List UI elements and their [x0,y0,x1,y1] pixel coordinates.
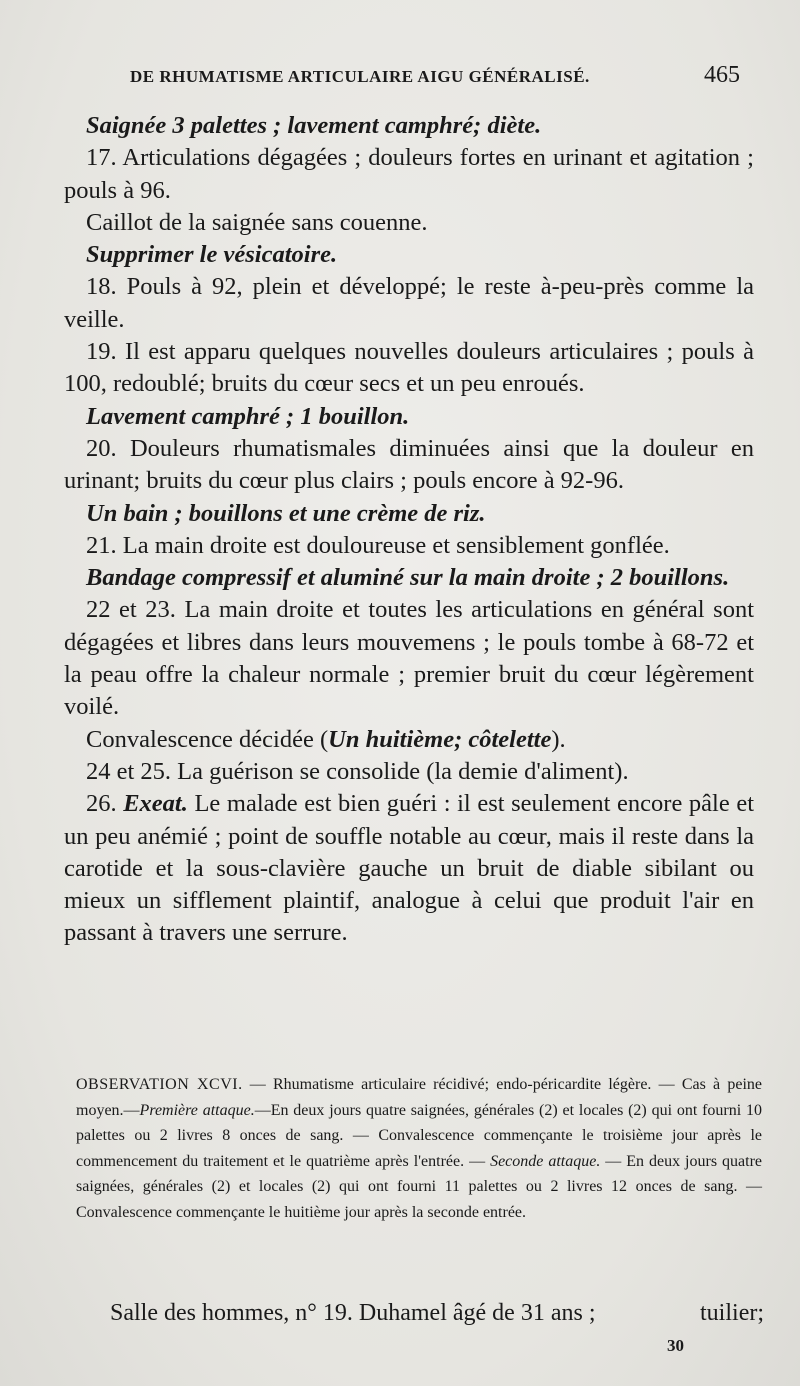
case-heading-tail: tuilier; [700,1300,764,1326]
paragraph [64,562,754,594]
paragraph: 17. Articulations dégagées ; douleurs fortes en urinant et agitation ; pouls à 96. [64,144,754,204]
emphasis-text: Seconde attaque. [490,1152,601,1170]
prescription-text: Saignée 3 palettes ; lavement camphré; diète. [86,112,542,139]
paragraph [64,498,754,530]
prescription-text: Lavement camphré ; 1 bouillon. [86,402,410,430]
case-heading-text: Salle des hommes, n° 19. Duhamel âgé de 31 ans ; [110,1300,596,1326]
next-case-heading [110,1300,764,1327]
paragraph [64,724,754,756]
prescription-text: Un huitième; côtelette [328,725,552,753]
prescription-text: Un bain ; bouillons et une crème de riz. [86,499,486,527]
paragraph: 24 et 25. La guérison se consolide (la demie d'aliment). [86,757,629,785]
paragraph [64,401,754,433]
text-run: Convalescence décidée ( [86,725,329,753]
text-run: Le malade est bien guéri : il est seulement encore pâle et un peu anémié ; point de souffle notable au cœur, mais il reste dans la carotide et la sous-clavière gauche un bruit de diable sibilant ou mieux un sifflement plaintif, analogue à celui que produit l'air en passant à travers une serrure. [64,790,755,947]
emphasis-text: Première attaque. [139,1101,255,1119]
paragraph: 20. Douleurs rhumatismales diminuées ainsi que la douleur en urinant; bruits du cœur plus clairs ; pouls encore à 92-96. [64,434,754,495]
prescription-text: Exeat. [123,790,188,818]
text-run: — En deux jours quatre saignées, générales (2) et locales (2) qui ont fourni 11 palettes ou 2 livres 12 onces de sang. — Convalescence commençante le huitième jour après la seconde entrée. [76,1152,763,1221]
prescription-text: Bandage compressif et aluminé sur la main droite ; 2 bouillons. [86,564,730,592]
observation-summary [76,1072,762,1225]
prescription-text: Supprimer le vésicatoire. [86,241,338,269]
running-title: DE RHUMATISME ARTICULAIRE AIGU GÉNÉRALISÉ. [130,67,590,86]
paragraph: 21. La main droite est douloureuse et sensiblement gonflée. [86,531,670,559]
observation-label: OBSERVATION XCVI. [76,1076,243,1093]
paragraph: 22 et 23. La main droite et toutes les articulations en général sont dégagées et libres dans leurs mouvemens ; le pouls tombe à 68-72 et la peau offre la chaleur normale ; premier bruit du cœur légèrement voilé. [64,596,754,721]
signature-mark: 30 [667,1336,684,1355]
paragraph [64,110,754,142]
text-run: — Rhumatisme articulaire récidivé; endo-péricardite légère. — Cas à peine moyen.— [76,1076,762,1119]
text-run: —En deux jours quatre saignées, générales (2) et locales (2) qui ont fourni 10 palettes ou 2 livres 8 onces de sang. — Convalescence commençante le troisième jour après le commencement du traitement et le quatrième après l'entrée. — [76,1101,762,1170]
paragraph: 18. Pouls à 92, plein et développé; le reste à-peu-près comme la veille. [64,273,754,333]
text-run: 26. [86,790,124,818]
paragraph: Caillot de la saignée sans couenne. [86,208,428,236]
paragraph [64,239,754,271]
text-run: ). [551,725,566,753]
paragraph: 19. Il est apparu quelques nouvelles douleurs articulaires ; pouls à 100, redoublé; bruits du cœur secs et un peu enroués. [64,338,754,398]
paragraph [64,788,754,949]
main-text [64,110,754,950]
page-header [130,62,740,89]
page-number: 465 [704,62,740,88]
